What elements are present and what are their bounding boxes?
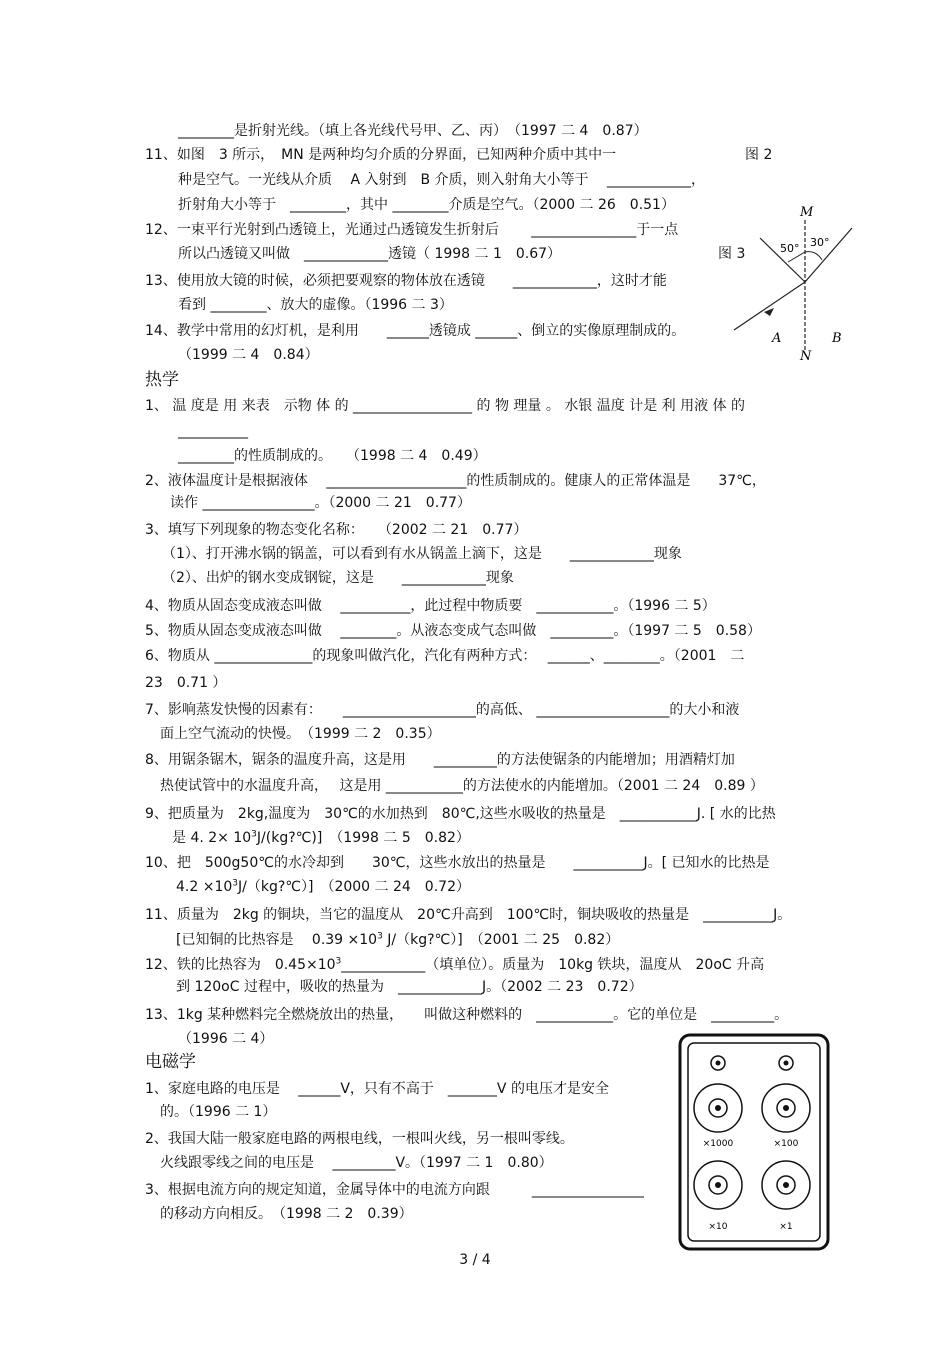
optics-q12-line1: 12、一束平行光射到凸透镜上，光通过凸透镜发生折射后 _______________于一点	[145, 222, 679, 238]
heat-q8-line2: 热使试管中的水温度升高， 这是用 ___________的方法使水的内能增加。（2001 二 24 0.89 ）	[160, 778, 764, 794]
heat-q2-line1: 2、液体温度计是根据液体 ____________________的性质制成的。健康人的正常体温是 37℃，	[145, 473, 766, 489]
optics-q11-line2: 种是空气。一光线从介质 A 入射到 B 介质，则入射角大小等于 ____________，	[178, 172, 705, 188]
heat-q3-line3: （2）、出炉的钢水变成钢锭，这是 ____________现象	[162, 570, 514, 586]
optics-q13-line2: 看到 ________、放大的虚像。（1996 二 3）	[178, 297, 453, 313]
em-q1-line1: 1、家庭电路的电压是 ______V，只有不高于 _______V 的电压才是安全	[145, 1081, 609, 1097]
refraction-diagram	[730, 200, 855, 360]
heat-q8-line1: 8、用锯条锯木，锯条的温度升高，这是用 _________的方法使锯条的内能增加；用酒精灯加	[145, 752, 735, 768]
heat-q6-line1: 6、物质从 ______________的现象叫做汽化，汽化有两种方式： ______、________。（2001 二	[145, 648, 745, 664]
heat-q7-line1: 7、影响蒸发快慢的因素有： ___________________的高低、 ___________________的大小和液	[145, 702, 740, 718]
heat-q1-line1: 1、 温 度是 用 来表 示物 体 的 _________________ 的 物 理量 。 水银 温度 计是 利 用液 体 的	[145, 398, 746, 414]
fig2-label: 图 2	[745, 147, 773, 163]
heat-q11-line2: [已知铜的比热容是 $0.39 \times 10^3$ J/（kg?℃）] （2001 二 25 0.82）	[176, 931, 620, 948]
optics-q14-line2: （1999 二 4 0.84）	[178, 347, 319, 363]
heat-q11-line1: 11、质量为 2kg 的铜块，当它的温度从 20℃升高到 100℃时，铜块吸收的热量是 __________J。	[145, 907, 792, 923]
dial-label-x100: ×100	[773, 1139, 799, 1149]
heat-q12-line2: 到 120oC 过程中，吸收的热量为 ____________J。（2002 二 23 0.72）	[176, 979, 643, 995]
em-q1-line2: 的。（1996 二 1）	[160, 1104, 277, 1120]
heat-q13-line1: 13、1kg 某种燃料完全燃烧放出的热量， 叫做这种燃料的 ___________。它的单位是 _________。	[145, 1007, 789, 1023]
heat-q4: 4、物质从固态变成液态叫做 __________，此过程中物质要 ___________。（1996 二 5）	[145, 598, 716, 614]
heat-q10-line1: 10、把 500g50℃的水冷却到 30℃，这些水放出的热量是 __________J。[ 已知水的比热是	[145, 855, 770, 871]
em-q3-line1: 3、根据电流方向的规定知道，金属导体中的电流方向跟 ________________	[145, 1182, 644, 1198]
resistance-box	[678, 1033, 830, 1251]
page-number: 3 / 4	[459, 1252, 491, 1268]
heat-q1-line3: ________的性质制成的。 （1998 二 4 0.49）	[178, 448, 487, 464]
dial-label-x10: ×10	[708, 1222, 728, 1232]
optics-q14-line1: 14、教学中常用的幻灯机，是利用 ______透镜成 ______、倒立的实像原理制成的。	[145, 323, 686, 339]
heat-q10-line2: $4.2 \times 10^3J/(kg?℃)$] （2000 二 24 0.72）	[176, 878, 470, 895]
angle-30: 30°	[810, 236, 830, 249]
heat-q9-line2: 是 4. $2\times 10^3J/(kg?℃)$] （1998 二 5 0.82）	[172, 829, 470, 846]
heat-q2-line2: 读作 ________________。（2000 二 21 0.77）	[170, 495, 471, 511]
label-M: M	[800, 205, 814, 220]
dial-label-x1: ×1	[779, 1222, 793, 1232]
heat-q1-line2: __________	[178, 423, 248, 439]
em-q2-line2: 火线跟零线之间的电压是 _________V。（1997 二 1 0.80）	[160, 1155, 553, 1171]
heat-q5: 5、物质从固态变成液态叫做 ________。从液态变成气态叫做 _________。（1997 二 5 0.58）	[145, 623, 761, 639]
label-N: N	[800, 349, 812, 360]
optics-q11-line3: 折射角大小等于 ________，其中 ________介质是空气。（2000 二 26 0.51）	[178, 197, 675, 213]
heat-q12-line1: 12、铁的比热容为 $0.45\times 10^3\_\_\_\_\_\_\_\_\_\_\_\_$（填单位）。质量为 10kg 铁块，温度从 20oC 升高	[145, 956, 765, 973]
heat-q6-line2: 23 0.71 ）	[145, 675, 227, 691]
heat-title: 热学	[145, 370, 179, 390]
label-A: A	[772, 331, 782, 346]
heat-q13-line2: （1996 二 4）	[178, 1031, 274, 1047]
heat-q3-line2: （1）、打开沸水锅的锅盖，可以看到有水从锅盖上滴下，这是 ____________现象	[162, 546, 682, 562]
heat-q3-line1: 3、填写下列现象的物态变化名称： （2002 二 21 0.77）	[145, 522, 528, 538]
dial-label-x1000: ×1000	[702, 1139, 734, 1149]
optics-q11-line1: 11、如图 3 所示， MN 是两种均匀介质的分界面，已知两种介质中其中一	[145, 147, 617, 163]
heat-q9-line1: 9、把质量为 2kg,温度为 30℃的水加热到 80℃,这些水吸收的热量是 ___________J. [ 水的比热	[145, 806, 776, 822]
optics-q12-line2: 所以凸透镜又叫做 ____________透镜（ 1998 二 1 0.67）	[178, 246, 562, 262]
ray-lower-left	[734, 282, 805, 330]
em-q3-line2: 的移动方向相反。 （1998 二 2 0.39）	[160, 1206, 413, 1222]
optics-q13-line1: 13、使用放大镜的时候，必须把要观察的物体放在透镜 ____________，这时才能	[145, 273, 667, 289]
em-q2-line1: 2、我国大陆一般家庭电路的两根电线，一根叫火线，另一根叫零线。	[145, 1131, 574, 1147]
label-B: B	[832, 331, 842, 346]
fig3-label: 图 3	[718, 246, 746, 262]
heat-q7-line2: 面上空气流动的快慢。 （1999 二 2 0.35）	[160, 726, 441, 742]
optics-q10-tail: ________是折射光线。（填上各光线代号甲、乙、丙） （1997 二 4 0.87）	[178, 123, 648, 139]
em-title: 电磁学	[145, 1052, 196, 1072]
angle-50: 50°	[780, 242, 800, 255]
